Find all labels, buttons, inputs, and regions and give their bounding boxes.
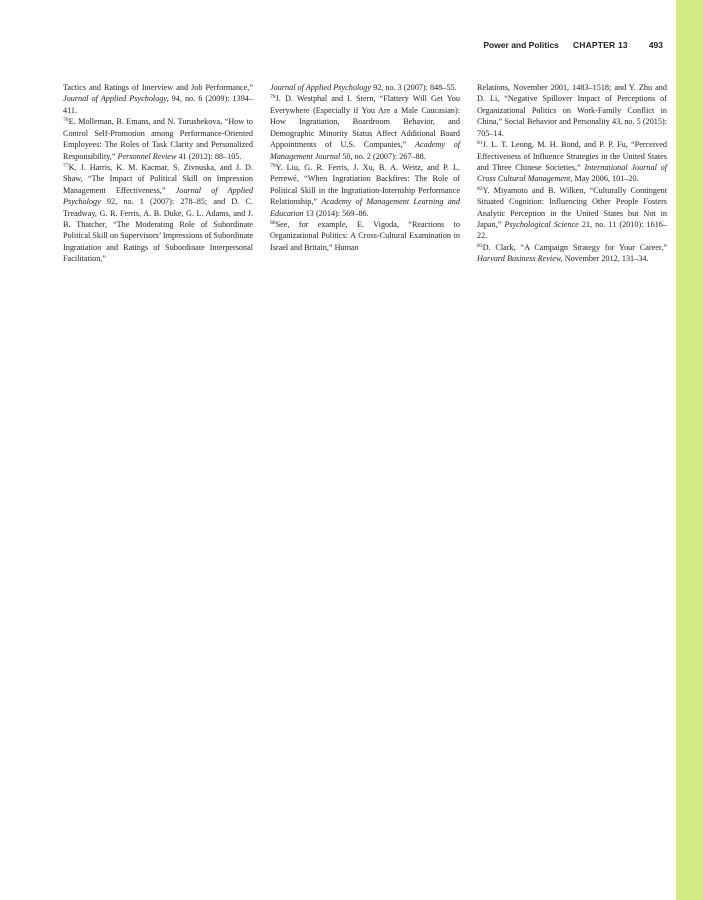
endnote-76 (63, 116, 253, 162)
endnote-text: J. L. T. Leong, M. H. Bond, and P. P. Fu, “Perceived Effectiveness of Influence Strategies in the United States and Three Chinese Societies,” International Journal of Cross Cultural Management, May 2006, 101–20. (477, 140, 668, 184)
endnote-79 (270, 162, 460, 219)
endnote-number: 81 (477, 140, 483, 147)
page-number: 493 (648, 40, 663, 50)
endnote-number: 79 (270, 162, 276, 169)
endnote-text: Journal of Applied Psychology 92, no. 3 (2007): 848–55. (270, 83, 457, 92)
endnote-text: Y. Miyamoto and B. Wilken, “Culturally Contingent Situated Cognition: Influencing Other People Fosters Analytic Perception in the United States but Not in Japan,” Psychological Science 21, no. 11 (2010): 1616–22. (477, 185, 667, 241)
endnote-77 (63, 162, 253, 265)
endnote-80 (270, 219, 460, 253)
endnote-continuation (477, 82, 667, 139)
endnote-number: 77 (63, 162, 69, 169)
endnote-continuation (270, 82, 460, 93)
endnote-number: 82 (477, 185, 483, 192)
endnote-text: E. Molleman, B. Emans, and N. Turusbekova, “How to Control Self-Promotion among Performance-Oriented Employees: The Roles of Task Clarity and Personalized Responsibility,” Personnel Review 41 (2012): 88–105. (63, 117, 253, 161)
endnote-text: D. Clark, “A Campaign Strategy for Your Career,” Harvard Business Review, November 2012, 131–34. (477, 242, 667, 264)
endnote-text: Relations, November 2001, 1483–1518; and Y. Zhu and D. Li, “Negative Spillover Impact of Perceptions of Organizational Politics on Work-Family Conflict in China,” Social Behavior and Personality 43, no. 5 (2015): 705–14. (477, 83, 667, 138)
endnote-number: 78 (270, 94, 276, 101)
endnote-text: J. D. Westphal and I. Stern, “Flattery Will Get You Everywhere (Especially if You Are a Male Caucasian): How Ingratiation, Boardroom Behavior, and Demographic Minority Status Affect Additional Board Appointments of U.S. Companies,” Academy of Management Journal 50, no. 2 (2007): 267–88. (270, 94, 461, 161)
endnote-continuation (63, 82, 253, 116)
notes-column-2 (270, 82, 460, 253)
running-header (483, 40, 663, 50)
section-title: Power and Politics (483, 40, 559, 50)
endnote-81 (477, 139, 667, 185)
endnote-82 (477, 185, 667, 242)
endnote-text: K. J. Harris, K. M. Kacmar, S. Zivnuska, and J. D. Shaw, “The Impact of Political Skill on Impression Management Effectiveness,” Journal of Applied Psychology 92, no. 1 (2007): 278–85; and D. C. Treadway, G. R. Ferris, A. B. Duke, G. L. Adams, and J. B. Thatcher, “The Moderating Role of Subordinate Political Skill on Supervisors’ Impressions of Subordinate Ingratiation and Ratings of Subordinate Interpersonal Facilitation,” (63, 162, 253, 264)
notes-column-3 (477, 82, 667, 265)
endnote-text: Tactics and Ratings of Interview and Job Performance,” Journal of Applied Psychology, 94, no. 6 (2009): 1394–411. (63, 83, 253, 115)
chapter-color-band (676, 0, 703, 900)
chapter-label: CHAPTER 13 (572, 40, 628, 50)
endnote-text: Y. Liu, G. R. Ferris, J. Xu, B. A. Weitz, and P. L. Perrewé, “When Ingratiation Backfires: The Role of Political Skill in the Ingratiation-Internship Performance Relationship,” Academy of Management Learning and Education 13 (2014): 569–86. (270, 162, 460, 218)
endnote-number: 80 (270, 220, 276, 227)
endnote-number: 76 (63, 117, 69, 124)
endnote-83 (477, 242, 667, 265)
endnote-text: See, for example, E. Vigoda, “Reactions to Organizational Politics: A Cross-Cultural Examination in Israel and Britain,” Human (270, 220, 460, 252)
endnote-number: 83 (477, 242, 483, 249)
endnote-78 (270, 93, 460, 162)
notes-column-1 (63, 82, 253, 265)
